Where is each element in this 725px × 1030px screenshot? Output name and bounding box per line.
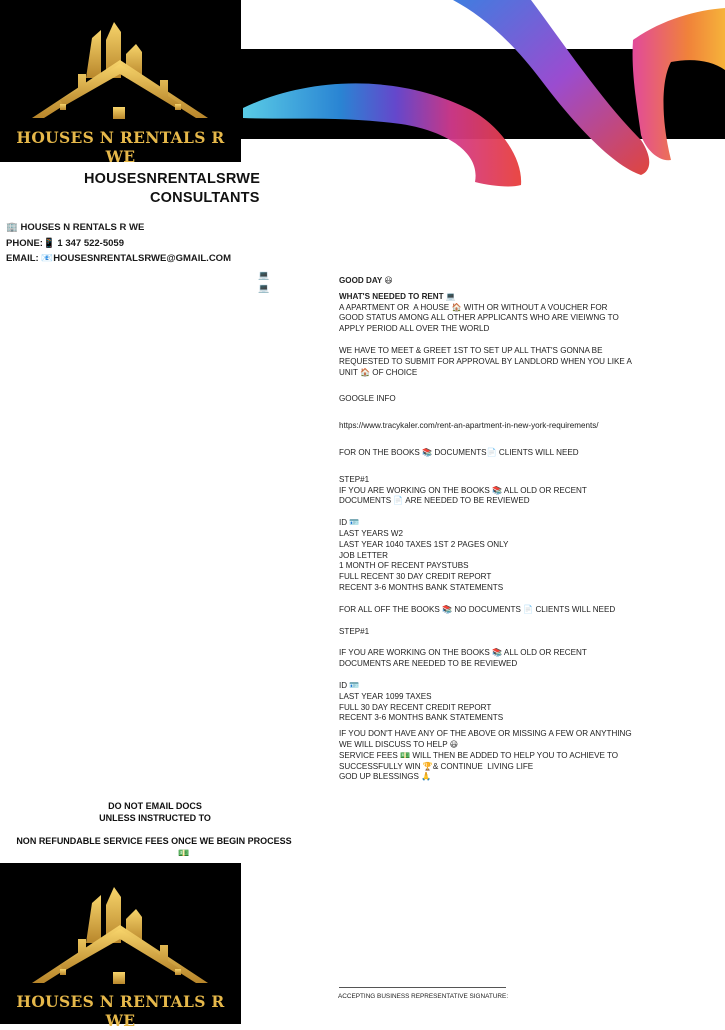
email-label: EMAIL: <box>6 253 39 264</box>
logo-wordmark: HOUSES N RENTALS R WE <box>16 992 225 1030</box>
company-name: HOUSESNRENTALSRWE <box>84 171 261 187</box>
list-item: RECENT 3-6 MONTHS BANK STATEMENTS <box>339 713 504 723</box>
body-content <box>339 276 634 783</box>
no-email-notice <box>40 800 270 824</box>
closing-help: IF YOU DON'T HAVE ANY OF THE ABOVE OR MISSING A FEW OR ANYTHING WE WILL DISCUSS TO HELP 😃 <box>339 729 634 749</box>
fees-notice <box>4 835 304 859</box>
signature-label: ACCEPTING BUSINESS REPRESENTATIVE SIGNATURE: <box>338 993 509 1000</box>
contact-email-row <box>6 251 231 267</box>
contact-block <box>6 220 231 267</box>
list-item: LAST YEARS W2 <box>339 528 404 538</box>
logo-bottom <box>0 863 241 1030</box>
email-address[interactable]: 📧HOUSESNRENTALSRWE@GMAIL.COM <box>41 253 231 264</box>
step-label: STEP#1 <box>339 474 370 484</box>
greeting: GOOD DAY 😃 <box>339 276 393 285</box>
document-list-on-books <box>339 518 634 594</box>
logo-wordmark: HOUSES N RENTALS R WE <box>16 128 225 166</box>
reference-link[interactable]: https://www.tracykaler.com/rent-an-apartment-in-new-york-requirements/ <box>339 421 599 431</box>
document-list-off-books <box>339 681 634 724</box>
list-item: ID 🪪 <box>339 680 360 690</box>
company-subtitle: CONSULTANTS <box>150 190 260 206</box>
logo-top <box>0 0 241 166</box>
off-books-heading: FOR ALL OFF THE BOOKS 📚 NO DOCUMENTS 📄 CLIENTS WILL NEED <box>339 604 616 614</box>
list-item: FULL RECENT 30 DAY CREDIT REPORT <box>339 572 492 582</box>
step-text: IF YOU ARE WORKING ON THE BOOKS 📚 ALL OLD OR RECENT DOCUMENTS 📄 ARE NEEDED TO BE REVIEWED <box>339 485 589 506</box>
no-email-line: UNLESS INSTRUCTED TO <box>99 813 211 823</box>
closing-fees: SERVICE FEES 💵 WILL THEN BE ADDED TO HELP YOU TO ACHIEVE TO SUCCESSFULLY WIN 🏆& CONTINUE LIVING LIFE <box>339 750 621 771</box>
money-icon: 💵 <box>178 848 190 858</box>
fees-notice-text: NON REFUNDABLE SERVICE FEES ONCE WE BEGIN PROCESS <box>16 836 292 846</box>
list-item: 1 MONTH OF RECENT PAYSTUBS <box>339 561 469 571</box>
section-heading: WHAT'S NEEDED TO RENT 💻 <box>339 291 456 301</box>
contact-phone-row <box>6 236 231 252</box>
color-ribbon-graphic <box>241 0 725 200</box>
step-text: IF YOU ARE WORKING ON THE BOOKS 📚 ALL OLD OR RECENT DOCUMENTS ARE NEEDED TO BE REVIEWED <box>339 648 589 669</box>
computer-icon: 💻 <box>258 270 270 280</box>
list-item: LAST YEAR 1040 TAXES 1ST 2 PAGES ONLY <box>339 539 509 549</box>
paragraph-meet: WE HAVE TO MEET & GREET 1ST TO SET UP ALL THAT'S GONNA BE REQUESTED TO SUBMIT FOR APPROVAL BY LANDLORD WHEN YOU LIKE A UNIT 🏠 OF CHOICE <box>339 345 634 377</box>
signature-line[interactable] <box>339 987 506 988</box>
phone-number[interactable]: 📱 1 347 522-5059 <box>42 237 124 249</box>
step-label: STEP#1 <box>339 626 370 636</box>
contact-company: 🏢 HOUSES N RENTALS R WE <box>6 222 145 233</box>
list-item: JOB LETTER <box>339 550 389 560</box>
list-item: FULL 30 DAY RECENT CREDIT REPORT <box>339 702 492 712</box>
phone-label: PHONE: <box>6 237 43 249</box>
computer-icon: 💻 <box>258 283 270 293</box>
list-item: ID 🪪 <box>339 518 360 528</box>
no-email-line: DO NOT EMAIL DOCS <box>108 801 202 811</box>
list-item: LAST YEAR 1099 TAXES <box>339 691 432 701</box>
list-item: RECENT 3-6 MONTHS BANK STATEMENTS <box>339 582 504 592</box>
paragraph-intro: A APARTMENT OR A HOUSE 🏠 WITH OR WITHOUT A VOUCHER FOR GOOD STATUS AMONG ALL OTHER APPLICANTS WHO ARE VIEIWNG TO APPLY PERIOD ALL OVER THE WORLD <box>339 302 621 334</box>
closing-blessing: GOD UP BLESSINGS 🙏 <box>339 772 432 782</box>
google-info-label: GOOGLE INFO <box>339 394 396 404</box>
on-books-heading: FOR ON THE BOOKS 📚 DOCUMENTS📄 CLIENTS WILL NEED <box>339 447 579 457</box>
